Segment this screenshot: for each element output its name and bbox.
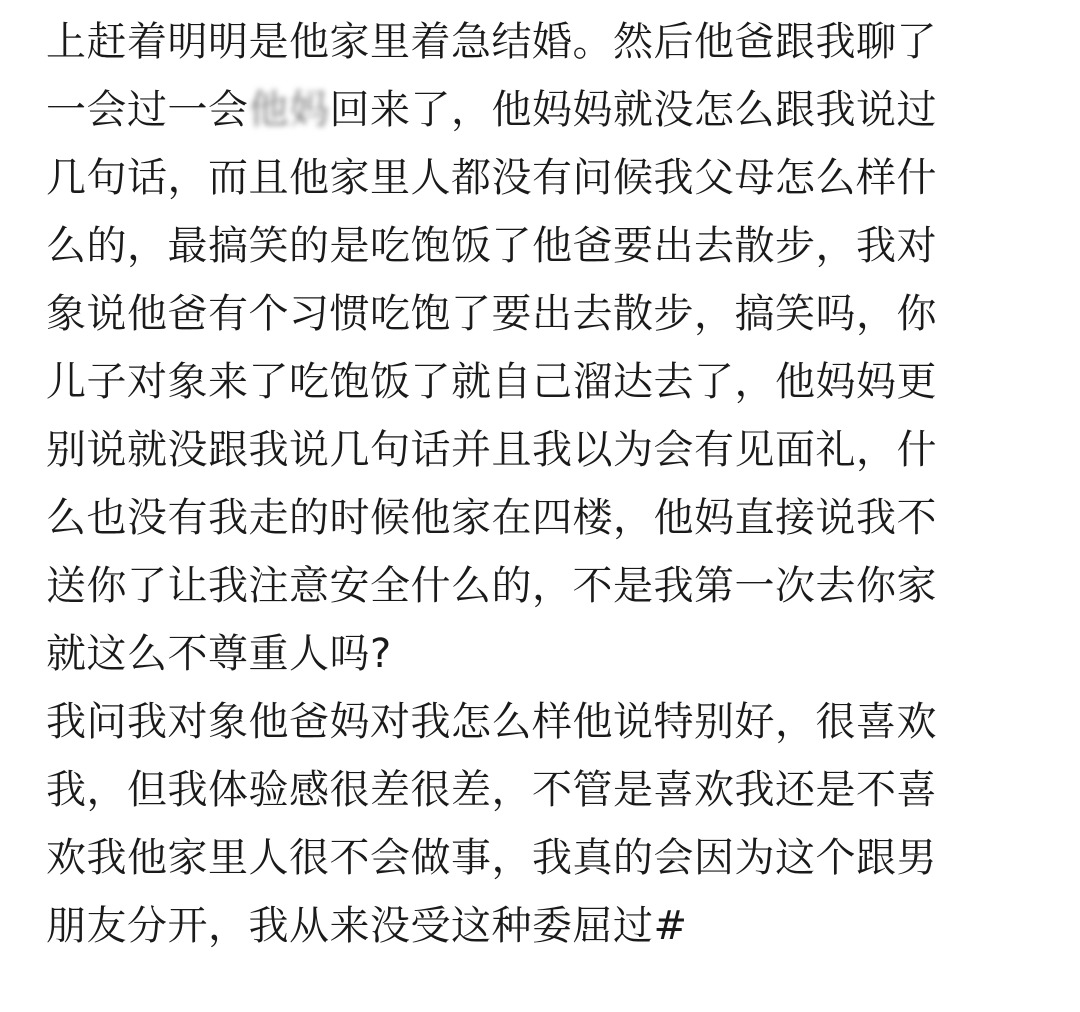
text-line-12: 我，但我体验感很差很差，不管是喜欢我还是不喜 bbox=[46, 767, 937, 813]
text-line-10: 就这么不尊重人吗? bbox=[46, 631, 392, 677]
text-line-1: 上赶着明明是他家里着急结婚。然后他爸跟我聊了 bbox=[46, 19, 937, 65]
text-line-7: 别说就没跟我说几句话并且我以为会有见面礼，什 bbox=[46, 427, 937, 473]
text-line-2-start: 一会过一会 bbox=[46, 87, 249, 133]
text-line-2 bbox=[46, 76, 1046, 144]
text-line-3: 几句话，而且他家里人都没有问候我父母怎么样什 bbox=[46, 155, 937, 201]
text-line-14: 朋友分开，我从来没受这种委屈过# bbox=[46, 903, 688, 949]
redacted-text: 他妈 bbox=[248, 87, 330, 133]
text-line-8: 么也没有我走的时候他家在四楼，他妈直接说我不 bbox=[46, 495, 937, 541]
text-line-2-end: 回来了，他妈妈就没怎么跟我说过 bbox=[329, 87, 937, 133]
text-line-11: 我问我对象他爸妈对我怎么样他说特别好，很喜欢 bbox=[46, 699, 937, 745]
post-body bbox=[46, 0, 1046, 960]
text-line-5: 象说他爸有个习惯吃饱了要出去散步，搞笑吗，你 bbox=[46, 291, 937, 337]
text-line-13: 欢我他家里人很不会做事，我真的会因为这个跟男 bbox=[46, 835, 937, 881]
text-line-9: 送你了让我注意安全什么的，不是我第一次去你家 bbox=[46, 563, 937, 609]
text-line-4: 么的，最搞笑的是吃饱饭了他爸要出去散步，我对 bbox=[46, 223, 937, 269]
text-line-6: 儿子对象来了吃饱饭了就自己溜达去了，他妈妈更 bbox=[46, 359, 937, 405]
